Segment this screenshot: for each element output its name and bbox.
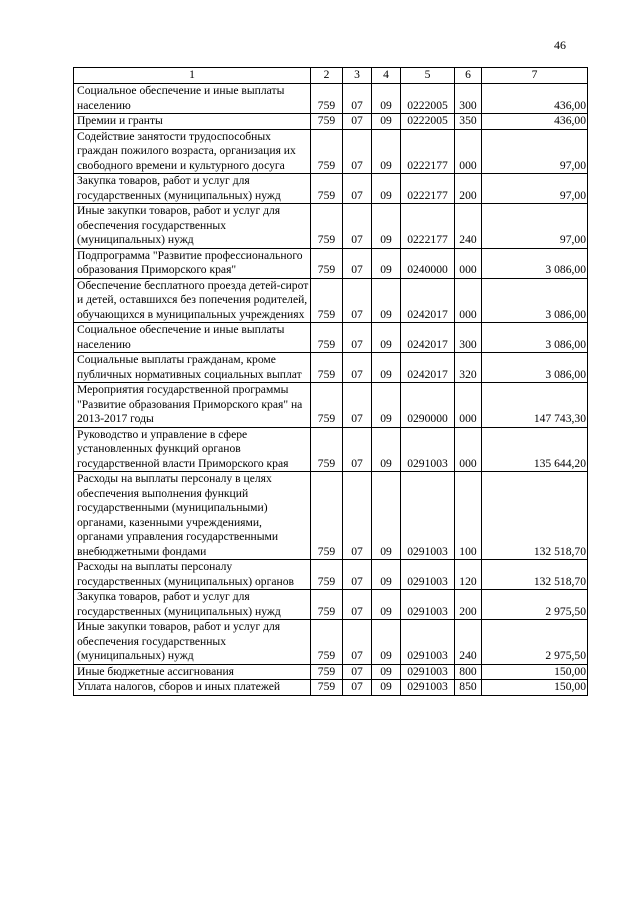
target-item-cell: 0242017 [401,323,455,353]
table-row [74,278,588,323]
budget-table [73,67,588,696]
name-cell: Обеспечение бесплатного проезда детей-сирот и детей, оставшихся без попечения родителей, обучающихся в муниципальных учреждениях [74,278,311,323]
target-item-cell: 0222177 [401,129,455,174]
page-number: 46 [554,38,566,52]
expense-type-cell: 300 [455,323,482,353]
target-item-cell: 0291003 [401,472,455,560]
expense-type-cell: 800 [455,664,482,680]
code-cell: 759 [311,278,343,323]
expense-type-cell: 300 [455,84,482,114]
name-cell: Руководство и управление в сфере установленных функций органов государственной власти Приморского края [74,427,311,472]
amount-cell: 436,00 [482,84,588,114]
header-cell-3: 3 [343,68,372,84]
section-cell: 07 [343,680,372,696]
name-cell: Подпрограмма "Развитие профессионального образования Приморского края" [74,248,311,278]
subsection-cell: 09 [372,174,401,204]
code-cell: 759 [311,129,343,174]
target-item-cell: 0240000 [401,248,455,278]
expense-type-cell: 000 [455,383,482,428]
section-cell: 07 [343,84,372,114]
expense-type-cell: 120 [455,560,482,590]
amount-cell: 97,00 [482,129,588,174]
amount-cell: 3 086,00 [482,353,588,383]
section-cell: 07 [343,129,372,174]
table-row [74,323,588,353]
expense-type-cell: 200 [455,590,482,620]
code-cell: 759 [311,590,343,620]
subsection-cell: 09 [372,680,401,696]
subsection-cell: 09 [372,590,401,620]
target-item-cell: 0290000 [401,383,455,428]
target-item-cell: 0222177 [401,174,455,204]
section-cell: 07 [343,353,372,383]
table-row [74,84,588,114]
name-cell: Расходы на выплаты персоналу в целях обеспечения выполнения функций государственными (муниципальными) органами, казенными учреждениями, органами управления государственными внебюджетными фондами [74,472,311,560]
header-cell-7: 7 [482,68,588,84]
expense-type-cell: 240 [455,204,482,249]
amount-cell: 150,00 [482,664,588,680]
table-body [74,84,588,696]
subsection-cell: 09 [372,620,401,665]
header-cell-1: 1 [74,68,311,84]
expense-type-cell: 240 [455,620,482,665]
subsection-cell: 09 [372,114,401,130]
expense-type-cell: 100 [455,472,482,560]
expense-type-cell: 200 [455,174,482,204]
target-item-cell: 0222005 [401,114,455,130]
code-cell: 759 [311,680,343,696]
subsection-cell: 09 [372,664,401,680]
amount-cell: 135 644,20 [482,427,588,472]
table-row [74,680,588,696]
code-cell: 759 [311,472,343,560]
target-item-cell: 0242017 [401,353,455,383]
name-cell: Уплата налогов, сборов и иных платежей [74,680,311,696]
table-row [74,129,588,174]
header-row [74,68,588,84]
name-cell: Социальное обеспечение и иные выплаты населению [74,323,311,353]
section-cell: 07 [343,278,372,323]
code-cell: 759 [311,323,343,353]
target-item-cell: 0291003 [401,427,455,472]
name-cell: Расходы на выплаты персоналу государственных (муниципальных) органов [74,560,311,590]
header-cell-6: 6 [455,68,482,84]
section-cell: 07 [343,560,372,590]
code-cell: 759 [311,204,343,249]
header-cell-5: 5 [401,68,455,84]
amount-cell: 97,00 [482,174,588,204]
code-cell: 759 [311,427,343,472]
name-cell: Премии и гранты [74,114,311,130]
section-cell: 07 [343,472,372,560]
section-cell: 07 [343,204,372,249]
subsection-cell: 09 [372,84,401,114]
code-cell: 759 [311,620,343,665]
target-item-cell: 0291003 [401,620,455,665]
section-cell: 07 [343,620,372,665]
amount-cell: 147 743,30 [482,383,588,428]
table-row [74,204,588,249]
table-row [74,427,588,472]
target-item-cell: 0222177 [401,204,455,249]
target-item-cell: 0291003 [401,560,455,590]
amount-cell: 97,00 [482,204,588,249]
amount-cell: 3 086,00 [482,278,588,323]
expense-type-cell: 000 [455,278,482,323]
table-row [74,174,588,204]
amount-cell: 2 975,50 [482,590,588,620]
code-cell: 759 [311,248,343,278]
code-cell: 759 [311,560,343,590]
subsection-cell: 09 [372,353,401,383]
table-row [74,590,588,620]
code-cell: 759 [311,174,343,204]
section-cell: 07 [343,114,372,130]
subsection-cell: 09 [372,278,401,323]
amount-cell: 150,00 [482,680,588,696]
expense-type-cell: 850 [455,680,482,696]
section-cell: 07 [343,427,372,472]
name-cell: Содействие занятости трудоспособных граждан пожилого возраста, организация их свободного времени и культурного досуга [74,129,311,174]
name-cell: Закупка товаров, работ и услуг для государственных (муниципальных) нужд [74,590,311,620]
table-row [74,620,588,665]
header-cell-4: 4 [372,68,401,84]
expense-type-cell: 350 [455,114,482,130]
code-cell: 759 [311,383,343,428]
section-cell: 07 [343,383,372,428]
expense-type-cell: 000 [455,427,482,472]
name-cell: Мероприятия государственной программы "Развитие образования Приморского края" на 2013-2017 годы [74,383,311,428]
section-cell: 07 [343,590,372,620]
name-cell: Иные закупки товаров, работ и услуг для обеспечения государственных (муниципальных) нужд [74,620,311,665]
table-row [74,383,588,428]
subsection-cell: 09 [372,472,401,560]
subsection-cell: 09 [372,427,401,472]
subsection-cell: 09 [372,383,401,428]
name-cell: Закупка товаров, работ и услуг для государственных (муниципальных) нужд [74,174,311,204]
table-row [74,114,588,130]
section-cell: 07 [343,323,372,353]
amount-cell: 3 086,00 [482,248,588,278]
name-cell: Социальное обеспечение и иные выплаты населению [74,84,311,114]
table-row [74,560,588,590]
target-item-cell: 0291003 [401,680,455,696]
code-cell: 759 [311,353,343,383]
code-cell: 759 [311,84,343,114]
target-item-cell: 0291003 [401,590,455,620]
name-cell: Иные бюджетные ассигнования [74,664,311,680]
amount-cell: 132 518,70 [482,472,588,560]
name-cell: Социальные выплаты гражданам, кроме публичных нормативных социальных выплат [74,353,311,383]
subsection-cell: 09 [372,323,401,353]
subsection-cell: 09 [372,129,401,174]
target-item-cell: 0222005 [401,84,455,114]
section-cell: 07 [343,174,372,204]
subsection-cell: 09 [372,204,401,249]
table-row [74,472,588,560]
table-row [74,353,588,383]
subsection-cell: 09 [372,560,401,590]
code-cell: 759 [311,664,343,680]
target-item-cell: 0242017 [401,278,455,323]
section-cell: 07 [343,664,372,680]
header-cell-2: 2 [311,68,343,84]
name-cell: Иные закупки товаров, работ и услуг для обеспечения государственных (муниципальных) нужд [74,204,311,249]
amount-cell: 132 518,70 [482,560,588,590]
amount-cell: 2 975,50 [482,620,588,665]
code-cell: 759 [311,114,343,130]
table-row [74,248,588,278]
section-cell: 07 [343,248,372,278]
expense-type-cell: 000 [455,129,482,174]
subsection-cell: 09 [372,248,401,278]
expense-type-cell: 320 [455,353,482,383]
amount-cell: 436,00 [482,114,588,130]
target-item-cell: 0291003 [401,664,455,680]
table-row [74,664,588,680]
amount-cell: 3 086,00 [482,323,588,353]
expense-type-cell: 000 [455,248,482,278]
